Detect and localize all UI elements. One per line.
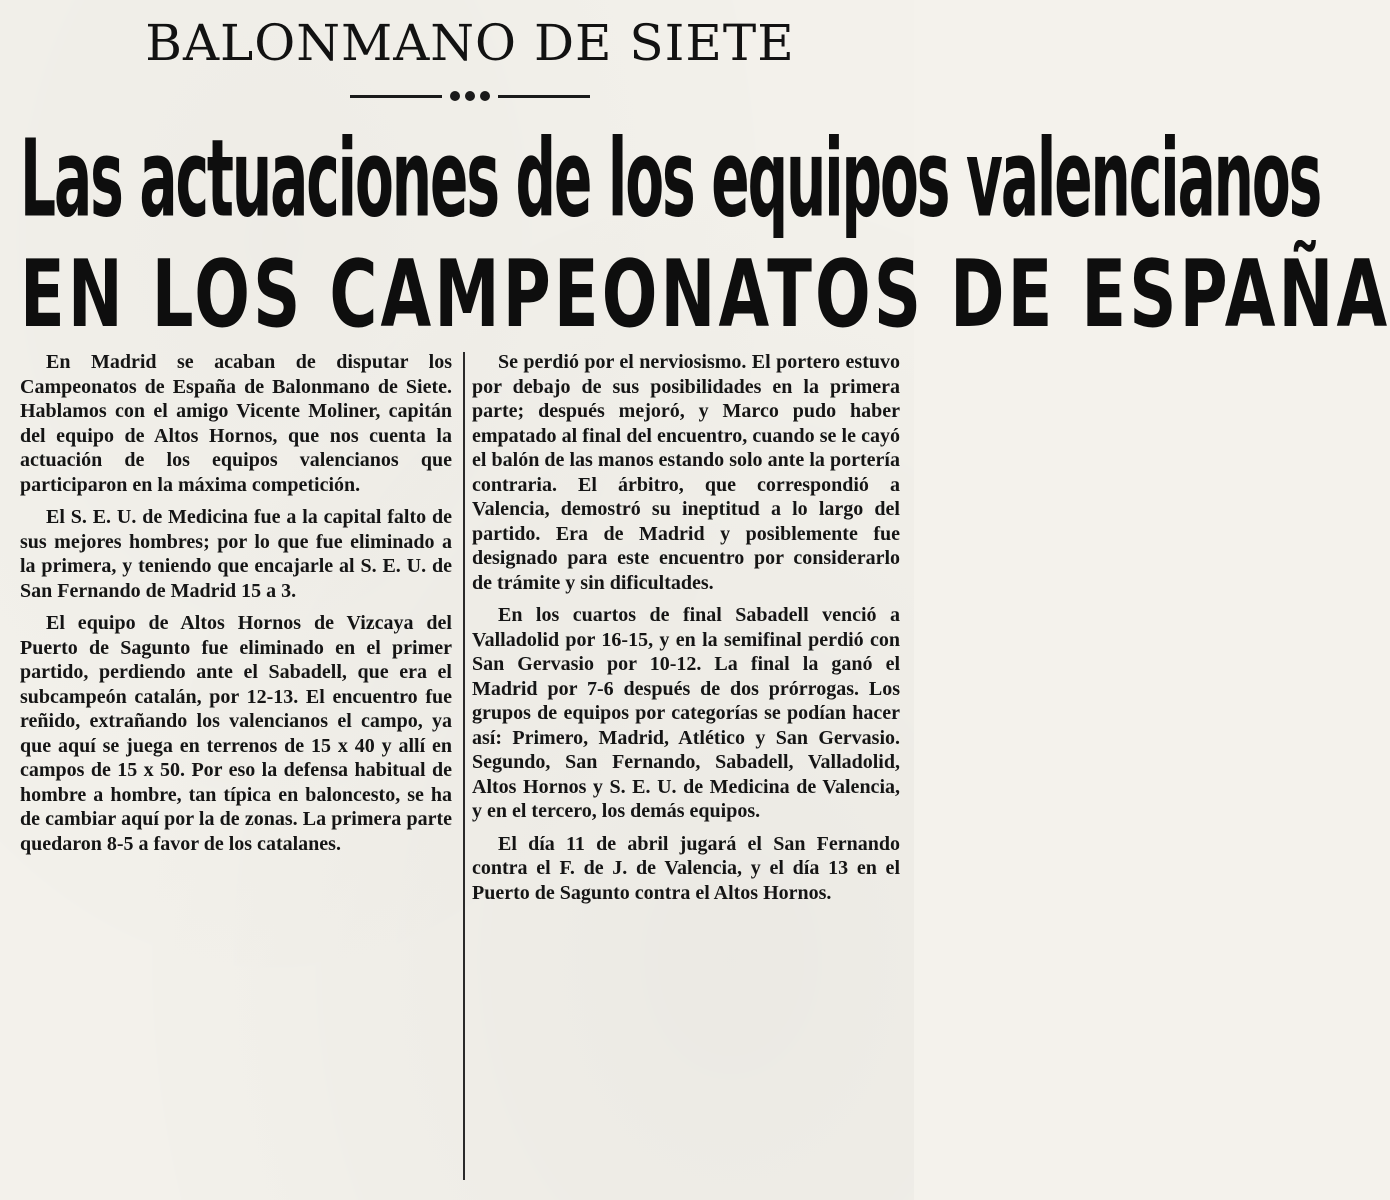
ornament-dot — [465, 91, 475, 101]
paragraph: El S. E. U. de Medicina fue a la capital falto de sus mejores hombres; por lo que fue eliminado a la primera, y teniendo que encajarle al S. E. U. de San Fernando de Madrid 15 a 3. — [20, 506, 452, 602]
paragraph: Se perdió por el nerviosismo. El portero estuvo por debajo de sus posibilidades en la primera parte; después mejoró, y Marco pudo haber empatado al final del encuentro, cuando se le cayó el balón de las manos estando solo ante la portería contraria. El árbitro, que correspondió a Valencia, demostró su ineptitud a lo largo del partido. Era de Madrid y posiblemente fue designado para este encuentro por considerarlo de trámite y sin dificultades. — [472, 351, 900, 594]
article-column-right — [472, 350, 900, 913]
column-divider — [463, 352, 465, 1180]
headline-line-2: EN LOS CAMPEONATOS DE ESPAÑA — [20, 240, 1390, 348]
ornament-divider — [350, 90, 590, 104]
section-kicker: BALONMANO DE SIETE — [145, 14, 795, 72]
ornament-dot — [450, 91, 460, 101]
ornament-line-right — [498, 95, 590, 98]
paragraph: El equipo de Altos Hornos de Vizcaya del Puerto de Sagunto fue eliminado en el primer partido, perdiendo ante el Sabadell, que era el subcampeón catalán, por 12-13. El encuentro fue reñido, extrañando los valencianos el campo, ya que aquí se juega en terrenos de 15 x 40 y allí en campos de 15 x 50. Por eso la defensa habitual de hombre a hombre, tan típica en baloncesto, se ha de cambiar aquí por la de zonas. La primera parte quedaron 8-5 a favor de los catalanes. — [20, 612, 452, 855]
paragraph: En los cuartos de final Sabadell venció a Valladolid por 16-15, y en la semifinal perdió con San Gervasio por 10-12. La final la ganó el Madrid por 7-6 después de dos prórrogas. Los grupos de equipos por categorías se podían hacer así: Primero, Madrid, Atlético y San Gervasio. Segundo, San Fernando, Sabadell, Valladolid, Altos Hornos y S. E. U. de Medicina de Valencia, y en el tercero, los demás equipos. — [472, 604, 900, 822]
article-column-left — [20, 350, 452, 864]
paragraph: En Madrid se acaban de disputar los Campeonatos de España de Balonmano de Siete. Hablamos con el amigo Vicente Moliner, capitán del equipo de Altos Hornos, que nos cuenta la actuación de los equipos valencianos que participaron en la máxima competición. — [20, 351, 452, 496]
ornament-line-left — [350, 95, 442, 98]
headline-line-1: Las actuaciones de los equipos valencianos — [20, 118, 1321, 242]
ornament-dot — [480, 91, 490, 101]
paragraph: El día 11 de abril jugará el San Fernando contra el F. de J. de Valencia, y el día 13 en el Puerto de Sagunto contra el Altos Hornos. — [472, 832, 900, 904]
